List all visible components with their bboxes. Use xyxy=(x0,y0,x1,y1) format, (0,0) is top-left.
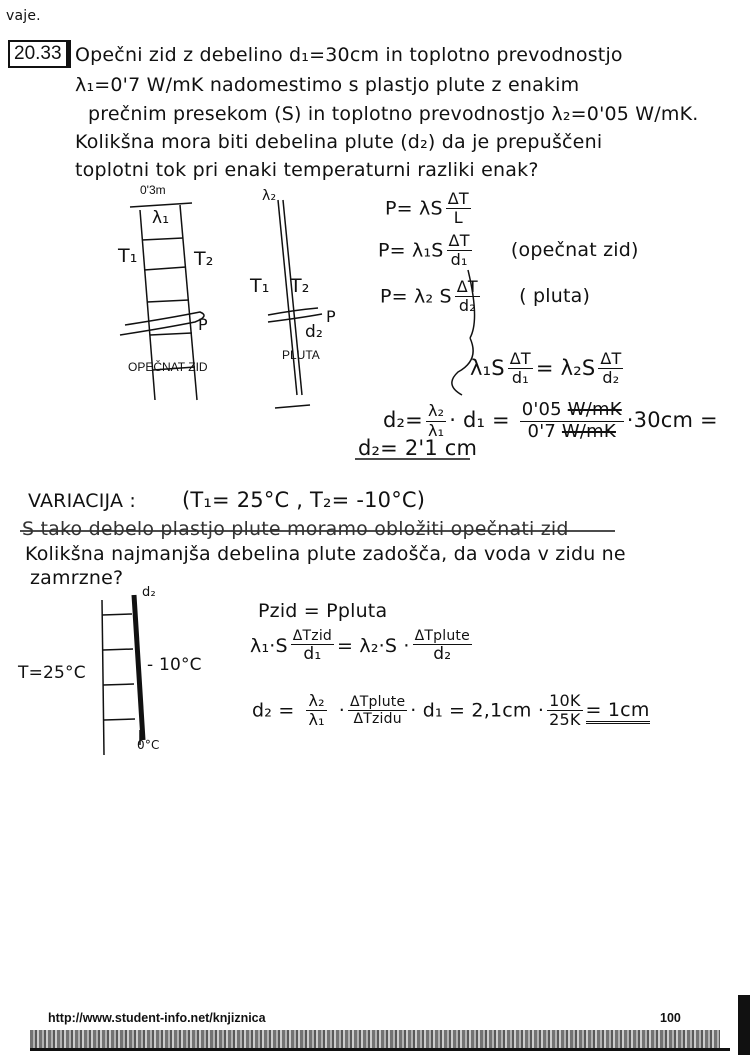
eq1-lhs: P= λS xyxy=(385,197,443,220)
wall-lambda-label: λ₁ xyxy=(152,208,170,228)
veq3-lhs: d₂ = xyxy=(252,699,295,722)
eq3-note: ( pluta) xyxy=(519,285,591,308)
veq2-den2: d₂ xyxy=(433,644,452,665)
scan-edge xyxy=(738,995,750,1055)
veq3-mid: · d₁ = 2,1cm · xyxy=(410,699,545,722)
eq2-lhs: P= λ₁S xyxy=(378,239,444,262)
footer-rule xyxy=(30,1048,730,1051)
variation-t-inside: T=25°C xyxy=(18,663,86,683)
veq3-f1-num: λ₂ xyxy=(308,691,325,710)
equation-cork xyxy=(380,278,590,316)
veq3-f1-den: λ₁ xyxy=(308,710,325,730)
eq5-frac-num: λ₂ xyxy=(427,401,445,421)
scan-noise-band xyxy=(30,1030,720,1050)
eq2-num: ΔT xyxy=(448,231,470,250)
veq2-mid: = λ₂·S · xyxy=(337,634,410,657)
eq5-den: 0'7 xyxy=(527,420,556,442)
problem-line-4: Kolikšna mora biti debelina plute (d₂) da je prepuščeni xyxy=(75,131,603,153)
veq3-f2-den: ΔTzidu xyxy=(353,711,402,728)
variation-eq2 xyxy=(250,628,475,665)
variation-question-2: zamrzne? xyxy=(30,567,124,589)
cork-caption: PLUTA xyxy=(282,348,320,362)
wall-p-label: P xyxy=(198,315,208,334)
eq2-den: d₁ xyxy=(450,250,468,270)
cork-p-label: P xyxy=(326,307,336,326)
eq4-num2: ΔT xyxy=(600,349,622,368)
wall-cork-diagram-2 xyxy=(102,595,143,755)
eq4-den2: d₂ xyxy=(602,368,620,388)
veq2-lhs: λ₁·S xyxy=(250,634,288,657)
eq4-den1: d₁ xyxy=(511,368,529,388)
problem-line-1: Opečni zid z debelino d₁=30cm in toplotno prevodnostjo xyxy=(75,44,623,66)
header-note: vaje. xyxy=(6,8,41,24)
wall-caption: OPEČNAT ZID xyxy=(128,360,208,374)
veq3-f3-num: 10K xyxy=(549,691,581,710)
eq4-mid: = λ₂S xyxy=(535,355,596,380)
wall-t2-label: T₂ xyxy=(194,248,214,270)
veq2-den1: d₁ xyxy=(303,644,322,665)
cork-layer-drawing xyxy=(268,200,322,408)
variation-conditions: (T₁= 25°C , T₂= -10°C) xyxy=(182,488,426,512)
wall-width-label: 0'3m xyxy=(140,183,166,197)
veq3-f2-num: ΔTplute xyxy=(349,694,406,711)
variation-question-1: Kolikšna najmanjša debelina plute zadošča, da voda v zidu ne xyxy=(25,543,626,565)
eq5-tail: ·30cm = xyxy=(626,408,718,433)
result-d2: d₂= 2'1 cm xyxy=(358,436,478,460)
variation-zero-label: 0°C xyxy=(137,738,160,752)
equation-wall xyxy=(378,232,639,270)
eq2-note: (opečnat zid) xyxy=(510,239,639,262)
struck-line: S tako debelo plastjo plute moramo obložiti opečnati zid xyxy=(22,518,569,540)
eq5-lhs: d₂= xyxy=(383,408,423,433)
eq4-num1: ΔT xyxy=(509,349,531,368)
eq3-lhs: P= λ₂ S xyxy=(380,285,452,308)
page-number: 100 xyxy=(660,1011,681,1025)
equation-general xyxy=(385,190,474,228)
variation-title: VARIACIJA : xyxy=(28,490,137,512)
problem-line-3: prečnim presekom (S) in toplotno prevodnostjo λ₂=0'05 W/mK. xyxy=(88,103,699,125)
veq2-num2: ΔTplute xyxy=(414,628,470,644)
variation-t-outside: - 10°C xyxy=(147,655,202,675)
variation-eq1: Pzid = Ppluta xyxy=(258,600,388,622)
eq5-den-unit: W/mK xyxy=(561,420,616,442)
eq4-left: λ₁S xyxy=(470,355,505,380)
eq3-num: ΔT xyxy=(456,277,478,296)
cork-t1-label: T₁ xyxy=(250,275,270,297)
veq3-result: = 1cm xyxy=(586,699,650,724)
problem-line-2: λ₁=0'7 W/mK nadomestimo s plastjo plute z enakim xyxy=(75,74,580,96)
variation-d2-label: d₂ xyxy=(142,585,156,600)
eq5-num: 0'05 xyxy=(521,399,562,420)
variation-eq3: d₂ = $\frac{\text{λ₂}}{\text{λ₁}}$ · $\frac{\text{ΔTplute}}{\text{ΔTzidu}}$ · d₁ = 2,1cm · $\frac{10K}{25K}$ = 1cm xyxy=(252,691,650,730)
wall-t1-label: T₁ xyxy=(118,245,138,267)
eq5-num-unit: W/mK xyxy=(567,399,622,420)
problem-number: 20.33 xyxy=(8,40,68,68)
problem-line-5: toplotni tok pri enaki temperaturni razliki enak? xyxy=(75,159,539,181)
cork-lambda-label: λ₂ xyxy=(262,188,277,204)
equation-equality xyxy=(470,350,626,388)
eq5-mid: · d₁ = xyxy=(449,408,510,433)
eq3-den: d₂ xyxy=(458,296,476,316)
footer-url: http://www.student-info.net/knjiznica xyxy=(48,1011,266,1025)
cork-t2-label: T₂ xyxy=(290,275,310,297)
eq5-frac-den: λ₁ xyxy=(427,420,445,440)
cork-d2-label: d₂ xyxy=(305,322,324,342)
eq1-den: L xyxy=(453,208,463,228)
veq3-f3-den: 25K xyxy=(549,710,581,730)
veq2-num1: ΔTzid xyxy=(292,628,333,644)
eq1-num: ΔT xyxy=(447,189,469,208)
